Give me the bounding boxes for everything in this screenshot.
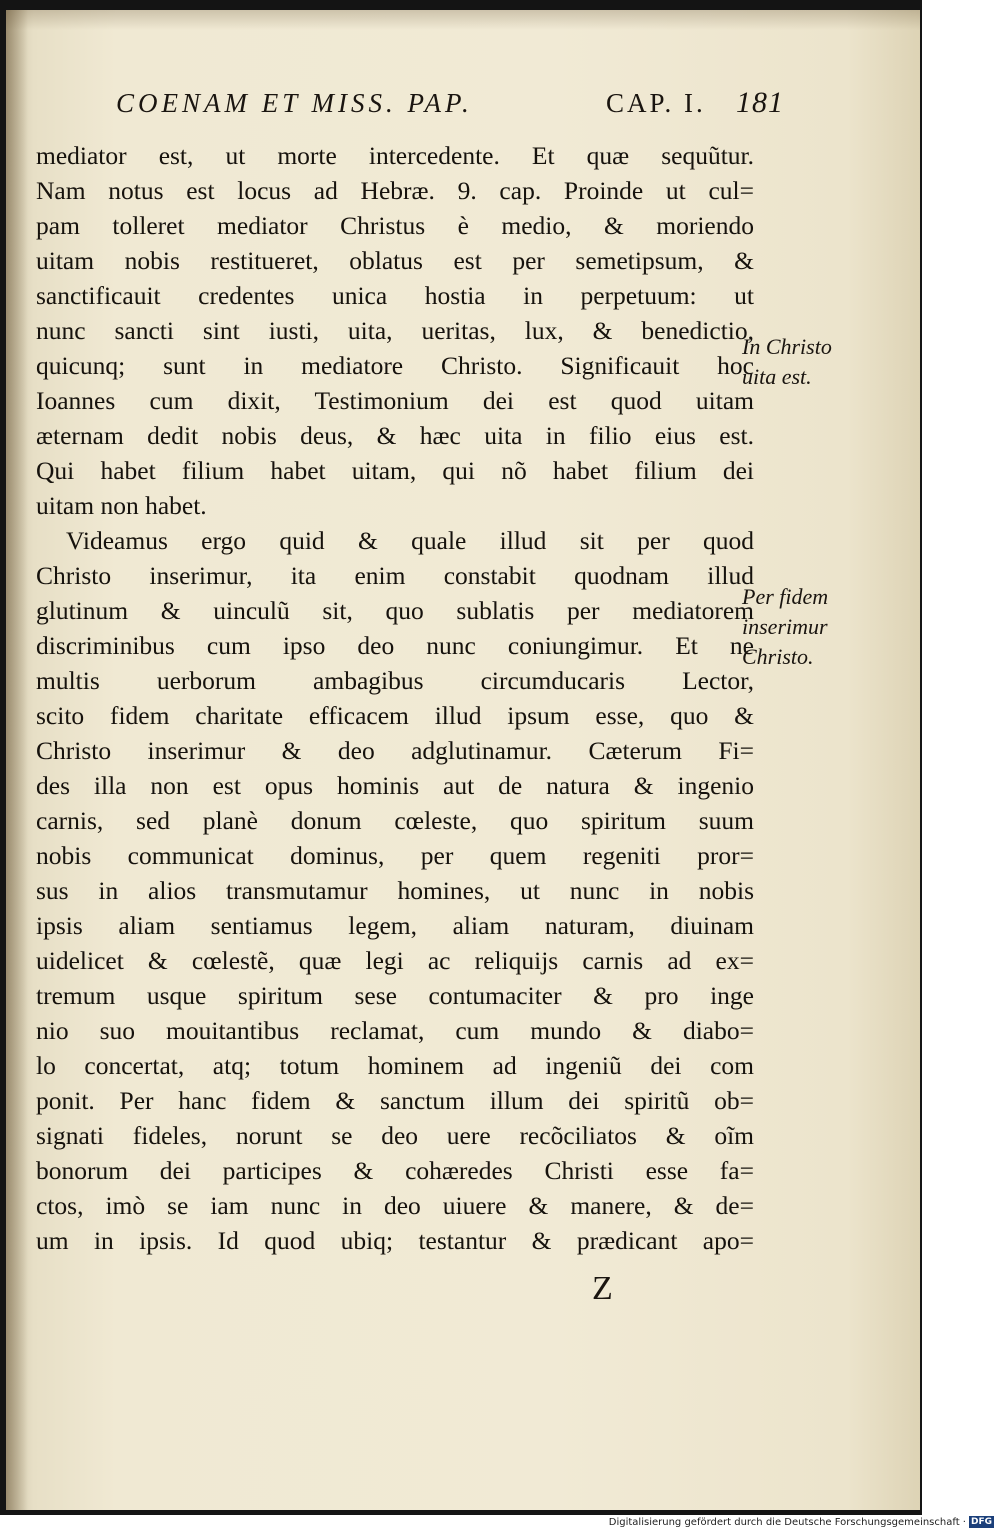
text-line: uitam non habet. (36, 491, 207, 520)
text-line: pam tolleret mediator Christus è medio, & moriendo (36, 211, 754, 240)
text-line: glutinum & uinculũ sit, quo sublatis per mediatorem (36, 596, 754, 625)
text-line: bonorum dei participes & cohæredes Christi esse fa= (36, 1156, 754, 1185)
paragraph-start-line: Videamus ergo quid & quale illud sit per quod (66, 526, 754, 555)
marginal-note-line: Per fidem (742, 584, 829, 609)
running-header (116, 88, 796, 128)
text-line: uidelicet & cœlestẽ, quæ legi ac reliquijs carnis ad ex= (36, 946, 754, 975)
text-line: Christo inserimur & deo adglutinamur. Cæterum Fi= (36, 736, 754, 765)
text-line: sus in alios transmutamur homines, ut nunc in nobis (36, 876, 754, 905)
text-line: quicunq; sunt in mediatore Christo. Significauit hoc (36, 351, 754, 380)
text-line: ponit. Per hanc fidem & sanctum illum dei spiritũ ob= (36, 1086, 754, 1115)
text-line: multis uerborum ambagibus circumducaris Lector, (36, 666, 754, 695)
text-line: Ioannes cum dixit, Testimonium dei est quod uitam (36, 386, 754, 415)
text-line: æternam dedit nobis deus, & hæc uita in filio eius est. (36, 421, 754, 450)
text-line: um in ipsis. Id quod ubiq; testantur & prædicant apo= (36, 1226, 754, 1255)
text-line: nunc sancti sint iusti, uita, ueritas, lux, & benedictio, (36, 316, 754, 345)
marginal-note-line: Christo. (742, 644, 814, 669)
text-line: des illa non est opus hominis aut de natura & ingenio (36, 771, 754, 800)
running-title: COENAM ET MISS. PAP. (116, 88, 473, 118)
text-line: ctos, imò se iam nunc in deo uiuere & manere, & de= (36, 1191, 754, 1220)
text-line: discriminibus cum ipso deo nunc coniungimur. Et ne (36, 631, 754, 660)
text-line: carnis, sed planè donum cœleste, quo spiritum suum (36, 806, 754, 835)
marginal-note-line: uita est. (742, 364, 812, 389)
text-line: mediator est, ut morte intercedente. Et quæ sequũtur. (36, 141, 754, 170)
marginal-note-line: In Christo (742, 334, 832, 359)
marginal-note-line: inserimur (742, 614, 828, 639)
text-line: nio suo mouitantibus reclamat, cum mundo & diabo= (36, 1016, 754, 1045)
text-line: lo concertat, atq; totum hominem ad ingeniũ dei com (36, 1051, 754, 1080)
digitization-credit (609, 1516, 994, 1528)
text-line: Christo inserimur, ita enim constabit quodnam illud (36, 561, 754, 590)
credit-text: Digitalisierung gefördert durch die Deutsche Forschungsgemeinschaft · (608, 1517, 966, 1528)
text-line: ipsis aliam sentiamus legem, aliam naturam, diuinam (36, 911, 754, 940)
text-line: uitam nobis restitueret, oblatus est per semetipsum, & (36, 246, 754, 275)
marginal-note (742, 582, 892, 672)
body-text (36, 138, 754, 1258)
book-page (6, 10, 920, 1510)
text-line: scito fidem charitate efficacem illud ipsum esse, quo & (36, 701, 754, 730)
text-line: Qui habet filium habet uitam, qui nõ habet filium dei (36, 456, 754, 485)
text-line: sanctificauit credentes unica hostia in perpetuum: ut (36, 281, 754, 310)
marginal-note (742, 332, 892, 392)
catchword: Z (592, 1270, 613, 1307)
folio-number: 181 (736, 86, 784, 119)
text-line: signati fideles, norunt se deo uere recõciliatos & oĩm (36, 1121, 754, 1150)
text-line: nobis communicat dominus, per quem regeniti pror= (36, 841, 754, 870)
text-line: Nam notus est locus ad Hebræ. 9. cap. Proinde ut cul= (36, 176, 754, 205)
chapter-label: CAP. I. (606, 88, 706, 118)
text-line: tremum usque spiritum sese contumaciter & pro inge (36, 981, 754, 1010)
dfg-logo: DFG (970, 1517, 992, 1527)
